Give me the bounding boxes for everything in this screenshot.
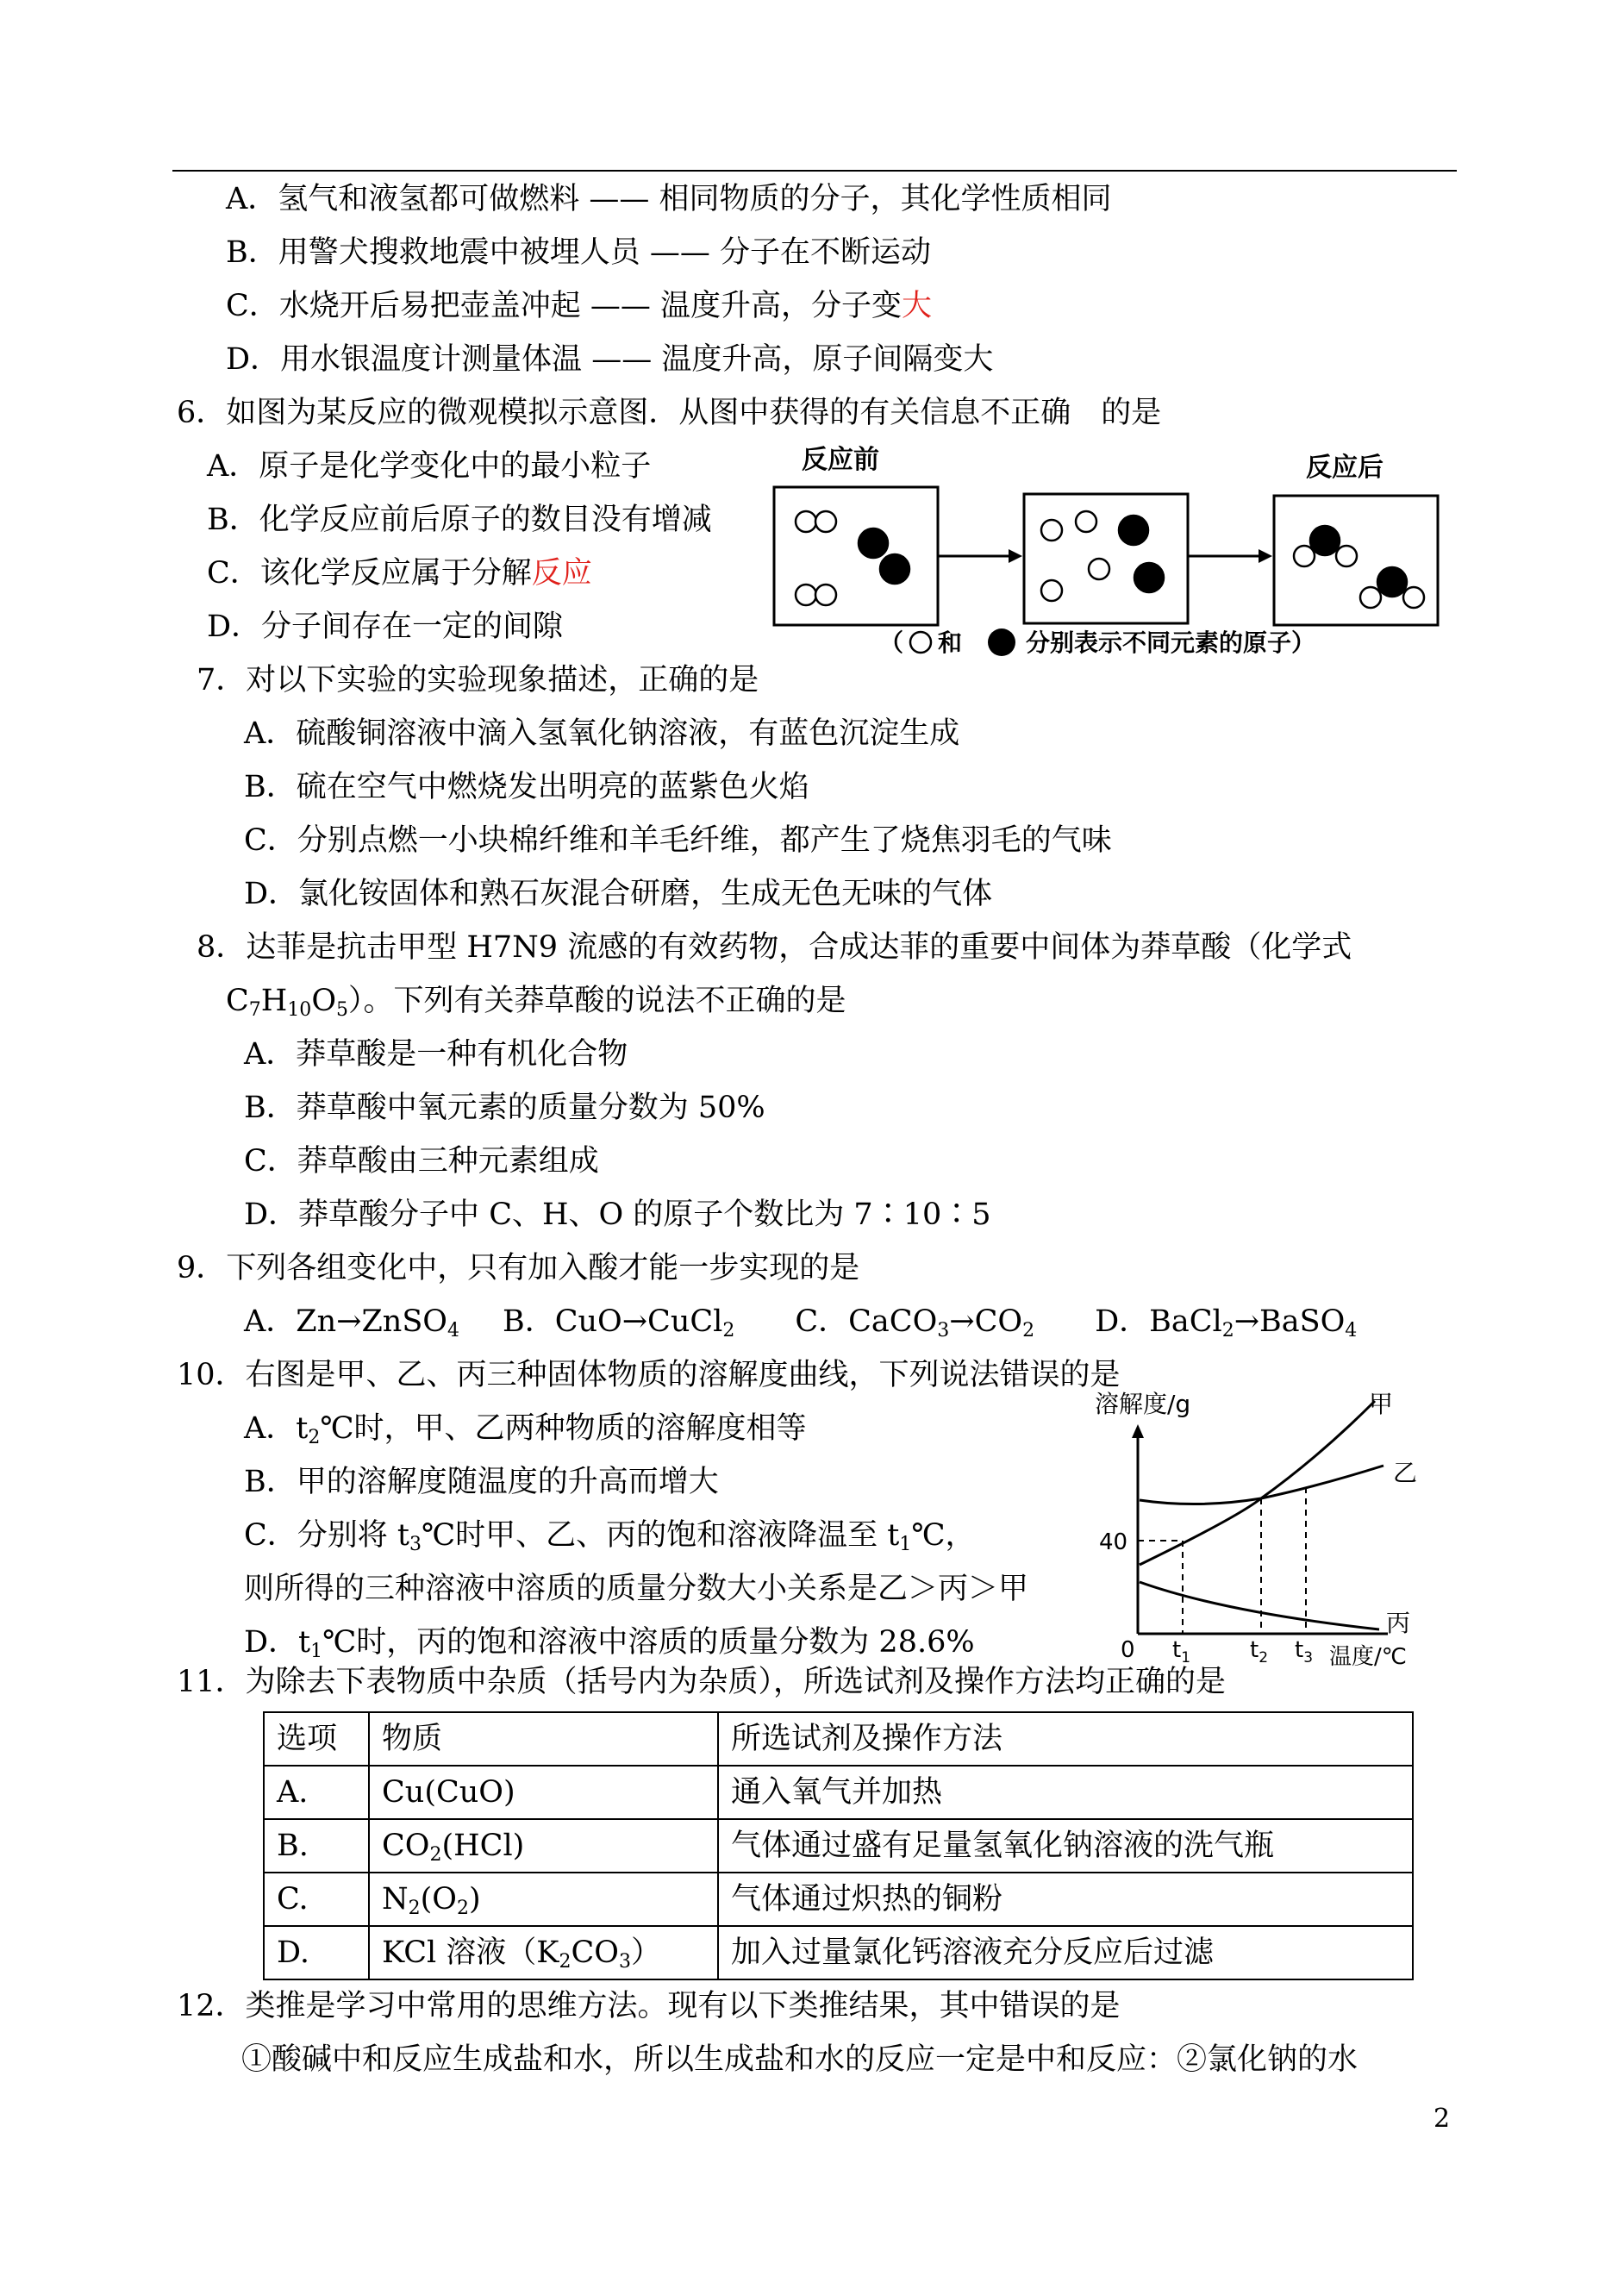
legend-and: 和 (938, 628, 963, 657)
q9-option-a: A．Zn→ZnSO$_4$ (244, 1304, 459, 1341)
series-bing-label: 丙 (1386, 1609, 1411, 1637)
x-tick-t3: $t_3$ (1295, 1637, 1314, 1667)
origin-label: 0 (1121, 1637, 1135, 1663)
after-label: 反应后 (1306, 453, 1384, 483)
q9-option-d: D．BaCl$_2$→BaSO$_4$ (1095, 1304, 1358, 1341)
black-atom (1310, 526, 1340, 555)
table-row (264, 1926, 1413, 1979)
row-option: B. (264, 1819, 369, 1873)
row-option: C. (264, 1873, 369, 1926)
row-method: 气体通过盛有足量氢氧化钠溶液的洗气瓶 (718, 1819, 1413, 1873)
after-molecules (1294, 526, 1424, 608)
legend-white-atom (910, 632, 931, 653)
q6-option-c: C．该化学反应属于分解反应 (207, 556, 592, 591)
q12-line1: ①酸碱中和反应生成盐和水，所以生成盐和水的反应一定是中和反应：②氯化钠的水 (241, 2042, 1359, 2077)
q7-option-d: D．氯化铵固体和熟石灰混合研磨，生成无色无味的气体 (244, 877, 993, 911)
header-substance: 物质 (369, 1712, 718, 1766)
table-row (264, 1819, 1413, 1873)
series-jia-label: 甲 (1369, 1390, 1394, 1418)
white-atom (1041, 520, 1062, 541)
legend-black-atom (988, 628, 1015, 656)
q12-stem: 12．类推是学习中常用的思维方法。现有以下类推结果，其中错误的是 (177, 1989, 1121, 2023)
before-box (774, 487, 938, 625)
middle-box (1024, 494, 1188, 623)
legend-text: 分别表示不同元素的原子） (1026, 628, 1316, 657)
white-atom (796, 511, 816, 532)
row-substance: Cu(CuO) (369, 1766, 718, 1819)
q7-option-a: A．硫酸铜溶液中滴入氢氧化钠溶液，有蓝色沉淀生成 (244, 716, 960, 751)
white-atom (1336, 546, 1357, 566)
x-tick-t2: $t_2$ (1250, 1637, 1269, 1667)
q7-option-b: B．硫在空气中燃烧发出明亮的蓝紫色火焰 (244, 770, 809, 804)
row-method: 加入过量氯化钙溶液充分反应后过滤 (718, 1926, 1413, 1979)
white-atom (815, 511, 836, 532)
q5-option-b: B．用警犬搜救地震中被埋人员 —— 分子在不断运动 (226, 235, 931, 270)
series-bing-curve (1140, 1582, 1379, 1629)
q7-option-c: C．分别点燃一小块棉纤维和羊毛纤维，都产生了烧焦羽毛的气味 (244, 823, 1112, 858)
table-header-row (264, 1712, 1413, 1766)
row-method: 气体通过炽热的铜粉 (718, 1873, 1413, 1926)
black-atom (1377, 567, 1407, 597)
row-method: 通入氧气并加热 (718, 1766, 1413, 1819)
q6-option-d: D．分子间存在一定的间隙 (207, 610, 564, 644)
q9-option-b: B．CuO→CuCl$_2$ (503, 1304, 735, 1341)
reaction-diagram (767, 435, 1457, 672)
header-option: 选项 (264, 1712, 369, 1766)
white-atom (1089, 559, 1109, 579)
q8-option-c: C．莽草酸由三种元素组成 (244, 1144, 599, 1179)
q10-option-d: D．$t_1℃$时，丙的饱和溶液中溶质的质量分数为 28.6% (244, 1625, 975, 1662)
white-atom (815, 585, 836, 605)
q6-option-b: B．化学反应前后原子的数目没有增减 (207, 503, 712, 537)
white-atom (1403, 587, 1424, 608)
q9-options (244, 1303, 1357, 1341)
q6-stem: 6．如图为某反应的微观模拟示意图．从图中获得的有关信息不正确 的是 (177, 396, 1162, 430)
page-number: 2 (1433, 2104, 1451, 2134)
black-atom (1134, 563, 1164, 592)
black-atom (880, 554, 909, 584)
q8-option-b: B．莽草酸中氧元素的质量分数为 50% (244, 1091, 765, 1125)
arrow-1-head (1009, 549, 1022, 563)
arrow-2-head (1259, 549, 1272, 563)
row-substance: $N_2(O_2)$ (369, 1873, 718, 1926)
q11-table (263, 1711, 1414, 1980)
row-option: A. (264, 1766, 369, 1819)
white-atom (1360, 587, 1381, 608)
legend-open: （ (879, 628, 904, 657)
white-atom (1041, 580, 1062, 601)
x-tick-t1: $t_1$ (1172, 1637, 1191, 1667)
q11-stem: 11．为除去下表物质中杂质（括号内为杂质），所选试剂及操作方法均正确的是 (177, 1665, 1227, 1699)
q5-option-a: A．氢气和液氢都可做燃料 —— 相同物质的分子，其化学性质相同 (226, 182, 1112, 216)
q8-option-d: D．莽草酸分子中 C、H、O 的原子个数比为 7∶10∶5 (244, 1198, 991, 1232)
row-substance: KCl 溶液$(K_2CO_3)$ (369, 1926, 718, 1979)
q8-stem-line2: $C_7H_{10}O_5$）。下列有关莽草酸的说法不正确的是 (226, 984, 846, 1021)
q10-option-b: B．甲的溶解度随温度的升高而增大 (244, 1465, 719, 1499)
table-row (264, 1873, 1413, 1926)
white-atom (1076, 511, 1096, 532)
middle-atoms (1041, 511, 1164, 601)
q9-stem: 9．下列各组变化中，只有加入酸才能一步实现的是 (177, 1251, 860, 1285)
series-yi-curve (1140, 1466, 1384, 1504)
black-atom (1119, 516, 1148, 545)
y-tick-40: 40 (1099, 1529, 1128, 1555)
q10-option-a: A．$t_2℃$时，甲、乙两种物质的溶解度相等 (244, 1411, 807, 1448)
black-atom (859, 528, 888, 558)
table-row (264, 1766, 1413, 1819)
solubility-chart (1095, 1379, 1440, 1673)
x-axis-label: 温度/℃ (1329, 1644, 1407, 1670)
q6-option-a: A．原子是化学变化中的最小粒子 (207, 449, 652, 484)
y-axis-arrow (1132, 1424, 1144, 1438)
q8-option-a: A．莽草酸是一种有机化合物 (244, 1037, 628, 1072)
q9-option-c: C．$CaCO_3\to CO_2$ (795, 1304, 1035, 1341)
header-method: 所选试剂及操作方法 (718, 1712, 1413, 1766)
white-atom (796, 585, 816, 605)
y-axis-label: 溶解度/g (1095, 1390, 1191, 1418)
header-rule (172, 170, 1457, 172)
q5-option-d: D．用水银温度计测量体温 —— 温度升高，原子间隔变大 (226, 342, 994, 377)
q7-stem: 7．对以下实验的实验现象描述，正确的是 (197, 663, 759, 697)
row-substance: $CO_2(HCl)$ (369, 1819, 718, 1873)
before-label: 反应前 (802, 445, 879, 475)
row-option: D. (264, 1926, 369, 1979)
q10-option-c-line2: 则所得的三种溶液中溶质的质量分数大小关系是乙＞丙＞甲 (244, 1572, 1029, 1606)
q8-stem: 8．达菲是抗击甲型 H7N9 流感的有效药物，合成达菲的重要中间体为莽草酸（化学式 (197, 930, 1352, 965)
q5-option-c: C．水烧开后易把壶盖冲起 —— 温度升高，分子变大 (226, 289, 933, 323)
q10-option-c: C．分别将 $t_3℃$时甲、乙、丙的饱和溶液降温至 $t_1℃$， (244, 1518, 976, 1555)
q10-stem: 10．右图是甲、乙、丙三种固体物质的溶解度曲线，下列说法错误的是 (177, 1358, 1121, 1392)
white-atom (1294, 546, 1315, 566)
before-molecules (796, 511, 909, 605)
series-yi-label: 乙 (1393, 1459, 1418, 1487)
